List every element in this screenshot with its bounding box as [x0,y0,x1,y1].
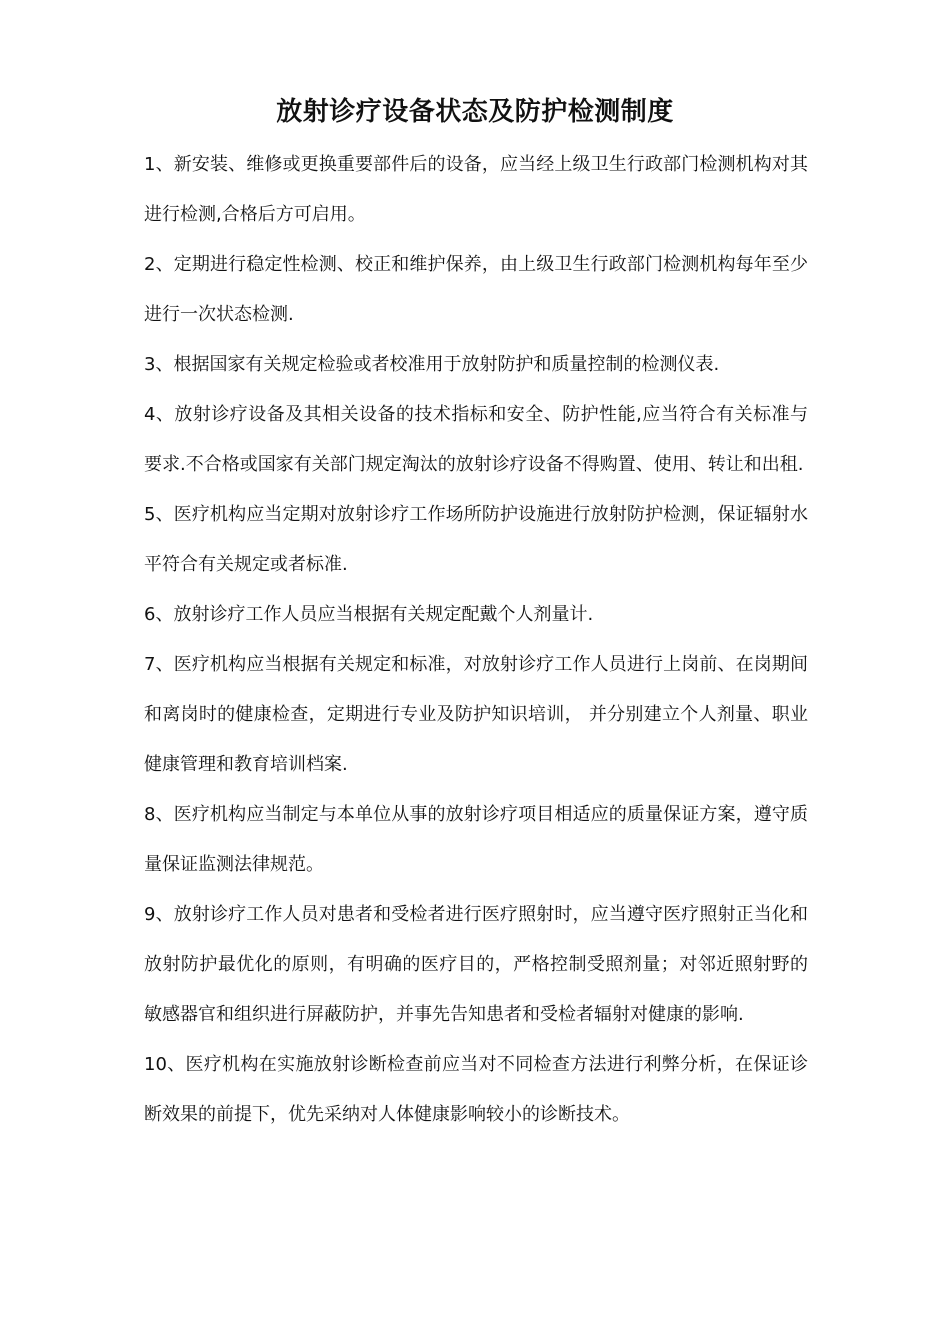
regulation-item-6: 6、放射诊疗工作人员应当根据有关规定配戴个人剂量计. [144,604,594,625]
document-title: 放射诊疗设备状态及防护检测制度 [276,97,674,127]
regulation-item-9: 9、放射诊疗工作人员对患者和受检者进行医疗照射时，应当遵守医疗照射正当化和放射防护最优化的原则，有明确的医疗目的，严格控制受照剂量；对邻近照射野的敏感器官和组织进行屏蔽防护，并事先告知患者和受检者辐射对健康的影响. [144,904,808,1025]
regulation-item-1: 1、新安装、维修或更换重要部件后的设备，应当经上级卫生行政部门检测机构对其进行检测,合格后方可启用。 [144,154,808,225]
regulation-list [144,140,808,1140]
regulation-item-8: 8、医疗机构应当制定与本单位从事的放射诊疗项目相适应的质量保证方案，遵守质量保证监测法律规范。 [144,804,808,875]
regulation-item-5: 5、医疗机构应当定期对放射诊疗工作场所防护设施进行放射防护检测，保证辐射水平符合有关规定或者标准. [144,504,808,575]
regulation-item-7: 7、医疗机构应当根据有关规定和标准，对放射诊疗工作人员进行上岗前、在岗期间和离岗时的健康检查，定期进行专业及防护知识培训， 并分别建立个人剂量、职业健康管理和教育培训档案. [144,654,808,775]
regulation-item-3: 3、根据国家有关规定检验或者校准用于放射防护和质量控制的检测仪表. [144,354,720,375]
regulation-item-4: 4、放射诊疗设备及其相关设备的技术指标和安全、防护性能,应当符合有关标准与要求.不合格或国家有关部门规定淘汰的放射诊疗设备不得购置、使用、转让和出租. [144,404,808,475]
regulation-item-10: 10、医疗机构在实施放射诊断检查前应当对不同检查方法进行利弊分析，在保证诊断效果的前提下，优先采纳对人体健康影响较小的诊断技术。 [144,1054,808,1125]
regulation-item-2: 2、定期进行稳定性检测、校正和维护保养，由上级卫生行政部门检测机构每年至少进行一次状态检测. [144,254,808,325]
